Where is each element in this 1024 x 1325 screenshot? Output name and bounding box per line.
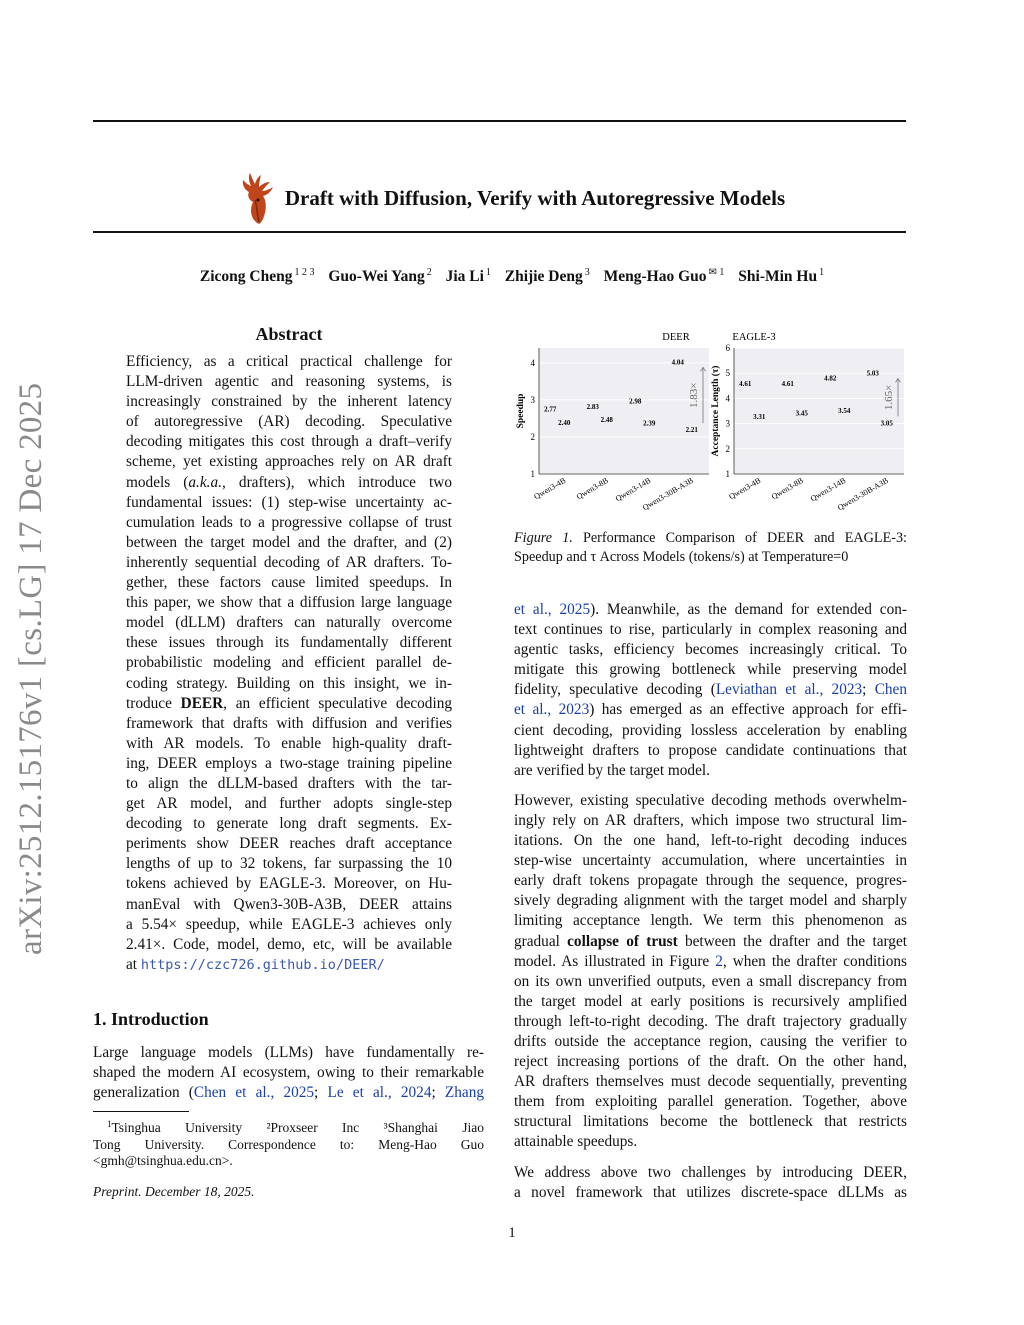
chart-title: DEER: [662, 332, 690, 343]
plot-background: [734, 348, 904, 474]
footnote-line: Tong University. Correspondence to: Meng-Hao Guo: [93, 1136, 484, 1152]
text-line: gether, these factors cause limited speedups. In: [126, 574, 452, 592]
data-label: 4.61: [739, 380, 752, 389]
text-line: fundamental issues: (1) step-wise uncertainty ac-: [126, 493, 452, 511]
author: Guo-Wei Yang $^2$: [328, 267, 432, 285]
data-label: 2.48: [600, 416, 613, 425]
data-label: 5.03: [866, 369, 879, 378]
text-line: itations. On the one hand, left-to-right decoding induces: [514, 832, 907, 850]
text-line: generalization (Chen et al., 2025; Le et al., 2024; Zhang: [93, 1084, 484, 1102]
y-axis-label: Acceptance Length (τ): [711, 365, 721, 457]
y-axis-label: Speedup: [516, 393, 526, 429]
citation-link[interactable]: et al., 2023: [514, 701, 590, 719]
text-line: mitigate this growing bottleneck while preserving model: [514, 661, 907, 679]
text-line: inherently sequential decoding of AR drafters. To-: [126, 553, 452, 571]
text-line: cient decoding, providing lossless acceleration by enabling: [514, 721, 907, 739]
text-line: a 5.54× speedup, while EAGLE-3 achieves only: [126, 915, 452, 933]
data-label: 2.83: [586, 403, 599, 412]
plot-background: [539, 348, 709, 474]
paper-title: Draft with Diffusion, Verify with Autoregressive Models: [284, 185, 786, 210]
text-line: with AR models. To enable high-quality draft-: [126, 734, 452, 752]
text-line: tokens achieved by EAGLE-3. Moreover, on Hu-: [126, 875, 452, 893]
text-line: LLM-driven agentic and reasoning systems, is: [126, 373, 452, 391]
x-tick-label: Qwen3-4B: [532, 475, 568, 502]
text-line: framework that drafts with diffusion and verifies: [126, 714, 452, 732]
text-line: through left-to-right decoding. The draft trajectory gradually: [514, 1012, 907, 1030]
text-line: et al., 2023) has emerged as an effective approach for effi-: [514, 701, 907, 719]
text-line: et al., 2025). Meanwhile, as the demand for extended con-: [514, 601, 907, 618]
figure-1-charts: [508, 326, 908, 526]
data-label: 2.40: [558, 419, 571, 428]
text-line: manEval with Qwen3-30B-A3B, DEER attains: [126, 895, 452, 913]
author: Shi-Min Hu $^1$: [738, 267, 825, 285]
text-line: limiting acceptance length. We term this phenomenon as: [514, 912, 907, 930]
data-label: 2.21: [685, 426, 698, 435]
project-url-link[interactable]: https://czc726.github.io/DEER/: [140, 956, 385, 973]
text-line: a novel framework that utilizes discrete-space dLLMs as: [514, 1183, 907, 1201]
arxiv-stamp: arXiv:2512.15176v1 [cs.LG] 17 Dec 2025: [13, 382, 49, 955]
preprint-note: Preprint. December 18, 2025.: [93, 1184, 255, 1199]
text-line: We address above two challenges by introducing DEER,: [514, 1163, 907, 1181]
abstract-heading: Abstract: [255, 324, 323, 344]
right-column-body: [514, 600, 907, 1203]
text-line: agentic tasks, efficiency becomes increasingly critical. To: [514, 641, 907, 659]
y-tick-label: 5: [725, 368, 730, 379]
data-label: 2.77: [544, 405, 557, 414]
y-tick-label: 2: [530, 431, 535, 442]
text-line: fidelity, speculative decoding (Leviathan et al., 2023; Chen: [514, 681, 907, 699]
y-tick-label: 3: [530, 394, 535, 405]
y-tick-label: 4: [530, 357, 535, 368]
text-line: step-wise uncertainty accumulation, where uncertainties in: [514, 852, 907, 870]
y-tick-label: 3: [725, 418, 730, 429]
text-line: periments show DEER reaches draft acceptance: [126, 835, 452, 853]
footnote: [93, 1116, 484, 1170]
citation-link[interactable]: Zhang: [444, 1084, 484, 1102]
text-line: get AR model, and further adopts single-step: [126, 795, 452, 813]
x-tick-label: Qwen3-4B: [727, 475, 763, 502]
x-tick-label: Qwen3-14B: [808, 475, 848, 504]
text-line: troduce DEER, an efficient speculative decoding: [126, 694, 452, 712]
text-line: of autoregressive (AR) decoding. Speculative: [126, 413, 452, 431]
text-line: cumulation leads to a progressive collapse of trust: [126, 513, 452, 531]
y-tick-label: 1: [530, 469, 535, 479]
y-tick-label: 1: [725, 469, 730, 479]
text-line: attainable speedups.: [514, 1133, 638, 1151]
text-line: reject increasing portions of the draft. On the other hand,: [514, 1053, 907, 1071]
text-line: are verified by the target model.: [514, 761, 710, 779]
text-line: lightweight drafters to propose candidate continuations that: [514, 741, 907, 759]
text-line: coding strategy. Building on this insight, we in-: [126, 674, 452, 692]
figure-caption: Figure 1. Performance Comparison of DEER and EAGLE-3: Speedup and τ Across Models (tokens/s) at Temperature=0: [514, 530, 907, 565]
x-tick-label: Qwen3-30B-A3B: [835, 475, 890, 513]
abstract-last-line: at https://czc726.github.io/DEER/: [126, 955, 385, 973]
text-line: them from exploiting parallel generation. Together, above: [514, 1093, 907, 1111]
paper-title-block: [0, 170, 1024, 232]
data-label: 4.04: [671, 358, 684, 367]
data-label: 3.54: [838, 406, 851, 415]
text-line: increasingly constrained by the inherent latency: [126, 393, 452, 411]
text-line: Efficiency, as a critical practical challenge for: [126, 353, 452, 370]
text-line: early draft tokens propagate through the sequence, progres-: [514, 872, 907, 890]
text-line: model (dLLM) drafters can naturally overcome: [126, 614, 452, 632]
x-tick-label: Qwen3-8B: [769, 475, 805, 502]
citation-link[interactable]: Chen: [874, 681, 907, 699]
footnote-rule: [93, 1111, 189, 1112]
text-line: Large language models (LLMs) have fundamentally re-: [93, 1044, 484, 1061]
deer-logo-icon: [239, 170, 279, 226]
text-line: model. As illustrated in Figure 2, when the drafter conditions: [514, 952, 907, 970]
text-line: AR drafters themselves must decode sequentially, preventing: [514, 1073, 907, 1091]
annotation-label: 1.83×: [688, 382, 700, 408]
footnote-email: <gmh@tsinghua.edu.cn>.: [93, 1153, 233, 1168]
text-line: lengths of up to 32 tokens, far surpassing the 10: [126, 855, 452, 873]
text-line: decoding mitigates this cost through a draft–verify: [126, 433, 452, 451]
text-line: text continues to rise, particularly in complex reasoning and: [514, 621, 907, 639]
citation-link[interactable]: Leviathan et al., 2023: [715, 681, 863, 699]
chart-title: EAGLE-3: [732, 332, 776, 343]
text-line: gradual collapse of trust between the drafter and the target: [514, 932, 907, 950]
x-tick-label: Qwen3-8B: [574, 475, 610, 502]
data-label: 3.05: [880, 419, 893, 428]
author: Meng-Hao Guo $^{✉ 1}$: [603, 267, 725, 285]
abstract-body: [126, 352, 452, 975]
data-label: 4.61: [781, 380, 794, 389]
data-label: 3.45: [795, 409, 808, 418]
page-number: 1: [508, 1225, 516, 1241]
text-line: 2.41×. Code, model, demo, etc, will be available: [126, 935, 452, 953]
citation-link[interactable]: Le et al., 2024: [327, 1084, 432, 1102]
text-line: to align the dLLM-based drafters with the tar-: [126, 774, 452, 792]
section-heading-introduction: 1. Introduction: [93, 1009, 209, 1029]
text-line: drifts outside the acceptance region, causing the verifier to: [514, 1032, 907, 1050]
author-list: [0, 267, 1024, 286]
text-line: scheme, yet existing approaches rely on AR draft: [126, 453, 452, 471]
text-line: However, existing speculative decoding methods overwhelm-: [514, 791, 907, 809]
y-tick-label: 4: [725, 393, 730, 404]
author: Zicong Cheng $^{1 2 3}$: [199, 267, 315, 285]
data-label: 3.31: [753, 412, 766, 421]
footnote-line: $^1$Tsinghua University ²Proxseer Inc ³Shanghai Jiao: [107, 1119, 484, 1135]
text-line: these issues through its fundamentally different: [126, 634, 452, 652]
text-line: this paper, we show that a diffusion large language: [126, 594, 452, 612]
text-line: between the target model and the drafter, and (2): [126, 533, 452, 551]
text-line: models (a.k.a., drafters), which introduce two: [126, 473, 452, 491]
top-rule: [93, 120, 906, 122]
data-label: 2.39: [643, 419, 656, 428]
figure-ref-link[interactable]: 2: [715, 952, 723, 970]
annotation-label: 1.65×: [883, 384, 895, 411]
text-line: shaped the modern AI ecosystem, owing to their remarkable: [93, 1064, 484, 1082]
author: Jia Li $^1$: [445, 267, 491, 285]
text-line: on its own unverified outputs, even a small discrepancy from: [514, 972, 907, 990]
text-line: sively degrading alignment with the target model and sharply: [514, 892, 907, 910]
intro-body: [93, 1043, 484, 1103]
y-tick-label: 6: [725, 343, 730, 353]
data-label: 4.82: [824, 374, 837, 383]
y-tick-label: 2: [725, 443, 730, 454]
text-line: the target model at early positions is recursively amplified: [514, 992, 907, 1010]
x-tick-label: Qwen3-14B: [613, 475, 653, 504]
text-line: decoding to generate long draft segments. Ex-: [126, 815, 452, 833]
text-line: probabilistic modeling and efficient parallel de-: [126, 654, 452, 672]
text-line: ingly rely on AR drafters, which impose two structural lim-: [514, 811, 907, 829]
x-tick-label: Qwen3-30B-A3B: [640, 475, 695, 513]
author: Zhijie Deng $^3$: [504, 267, 590, 285]
citation-link[interactable]: Chen et al., 2025: [193, 1084, 315, 1102]
text-line: structural limitations become the bottleneck that restricts: [514, 1113, 907, 1131]
data-label: 2.98: [629, 397, 642, 406]
citation-link[interactable]: et al., 2025: [514, 601, 591, 618]
text-line: ing, DEER employs a two-stage training pipeline: [126, 754, 452, 772]
